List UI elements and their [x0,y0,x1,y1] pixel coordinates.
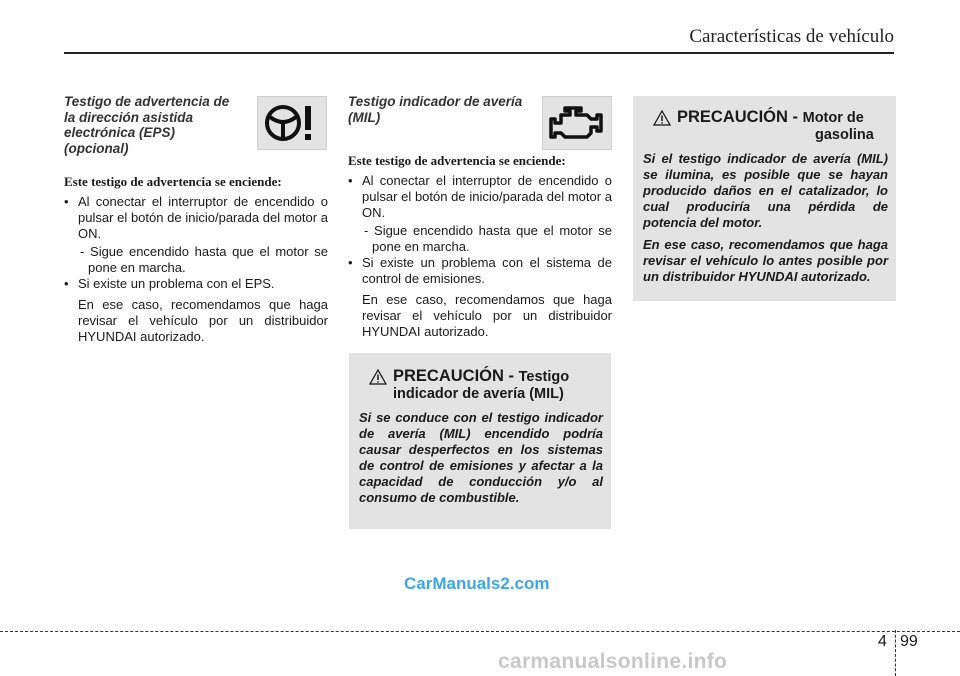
caution-mil-header [359,367,603,402]
page-number-separator [895,630,896,676]
eps-bullet-2 [64,276,328,345]
eps-bullet-1-sub: - Sigue encendido hasta que el motor se pone en marcha. [80,244,328,275]
page-number: 99 [900,633,918,650]
mil-lead: Este testigo de advertencia se enciende: [348,153,566,168]
mil-bullet-2 [348,255,612,340]
mil-title-line: (MIL) [348,109,381,125]
warning-triangle-icon [653,110,671,126]
eps-bullet-2-note: En ese caso, recomendamos que haga revisar el vehículo por un distribuidor HYUNDAI autorizado. [78,297,328,344]
mil-bullet-2-text: Si existe un problema con el sistema de control de emisiones. [362,255,612,286]
caution-mil-body [359,410,603,506]
caution-mil-body-text: Si se conduce con el testigo indicador de avería (MIL) encendido podría causar desperfectos en los sistemas de control de emisiones y afectar a la capacidad de conducción y/o al consumo de combustible. [359,410,603,505]
footer-watermark: carmanualsonline.info [498,650,728,673]
warning-triangle-icon [369,369,387,385]
caution-gas-body-1: Si el testigo indicador de avería (MIL) se ilumina, es posible que se hayan producido daños en el catalizador, lo cual produciría una pérdida de potencia del motor. [643,151,888,230]
header-rule [64,52,894,54]
eps-steering-warning-icon [257,96,327,150]
footer-dashed-rule [0,631,960,632]
chapter-number: 4 [878,633,887,650]
eps-title-line: (opcional) [64,140,129,156]
caution-subheading-text: Testigo [518,369,570,385]
caution-gas-body [643,151,888,285]
eps-bullet-1 [64,194,328,276]
mil-bullet-1-text: Al conectar el interruptor de encendido o pulsar el botón de inicio/parada del motor a ON. [362,173,612,220]
mil-bullet-2-note: En ese caso, recomendamos que haga revisar el vehículo por un distribuidor HYUNDAI autorizado. [362,292,612,339]
caution-subheading-text: Motor de [802,110,864,126]
caution-gas-body-2: En ese caso, recomendamos que haga revisar el vehículo lo antes posible por un distribuidor HYUNDAI autorizado. [643,237,888,284]
caution-mil-subheading: indicador de avería (MIL) [393,386,564,402]
mil-bullet-1-sub: - Sigue encendido hasta que el motor se pone en marcha. [364,223,612,254]
caution-gas-subheading: gasolina [815,127,874,143]
engine-check-icon [542,96,612,150]
caution-gas-heading [677,108,888,127]
eps-bullet-2-text: Si existe un problema con el EPS. [78,276,275,291]
eps-title-line: la dirección asistida [64,109,194,125]
mil-bullet-1 [348,173,612,255]
eps-bullet-1-text: Al conectar el interruptor de encendido o pulsar el botón de inicio/parada del motor a ON. [78,194,328,241]
caution-gas-box [633,96,896,301]
caution-gas-header [643,108,888,143]
caution-mil-heading [393,367,603,386]
watermark-link[interactable]: CarManuals2.com [404,574,550,593]
eps-lead: Este testigo de advertencia se enciende: [64,174,282,189]
eps-title-line: Testigo de advertencia de [64,94,230,109]
mil-title-line: Testigo indicador de avería [348,94,523,109]
caution-heading-text: PRECAUCIÓN - [393,367,515,385]
eps-title-line: electrónica (EPS) [64,125,176,140]
caution-heading-text: PRECAUCIÓN - [677,108,799,126]
caution-mil-box [349,353,611,529]
page-header-title: Características de vehículo [689,26,894,47]
